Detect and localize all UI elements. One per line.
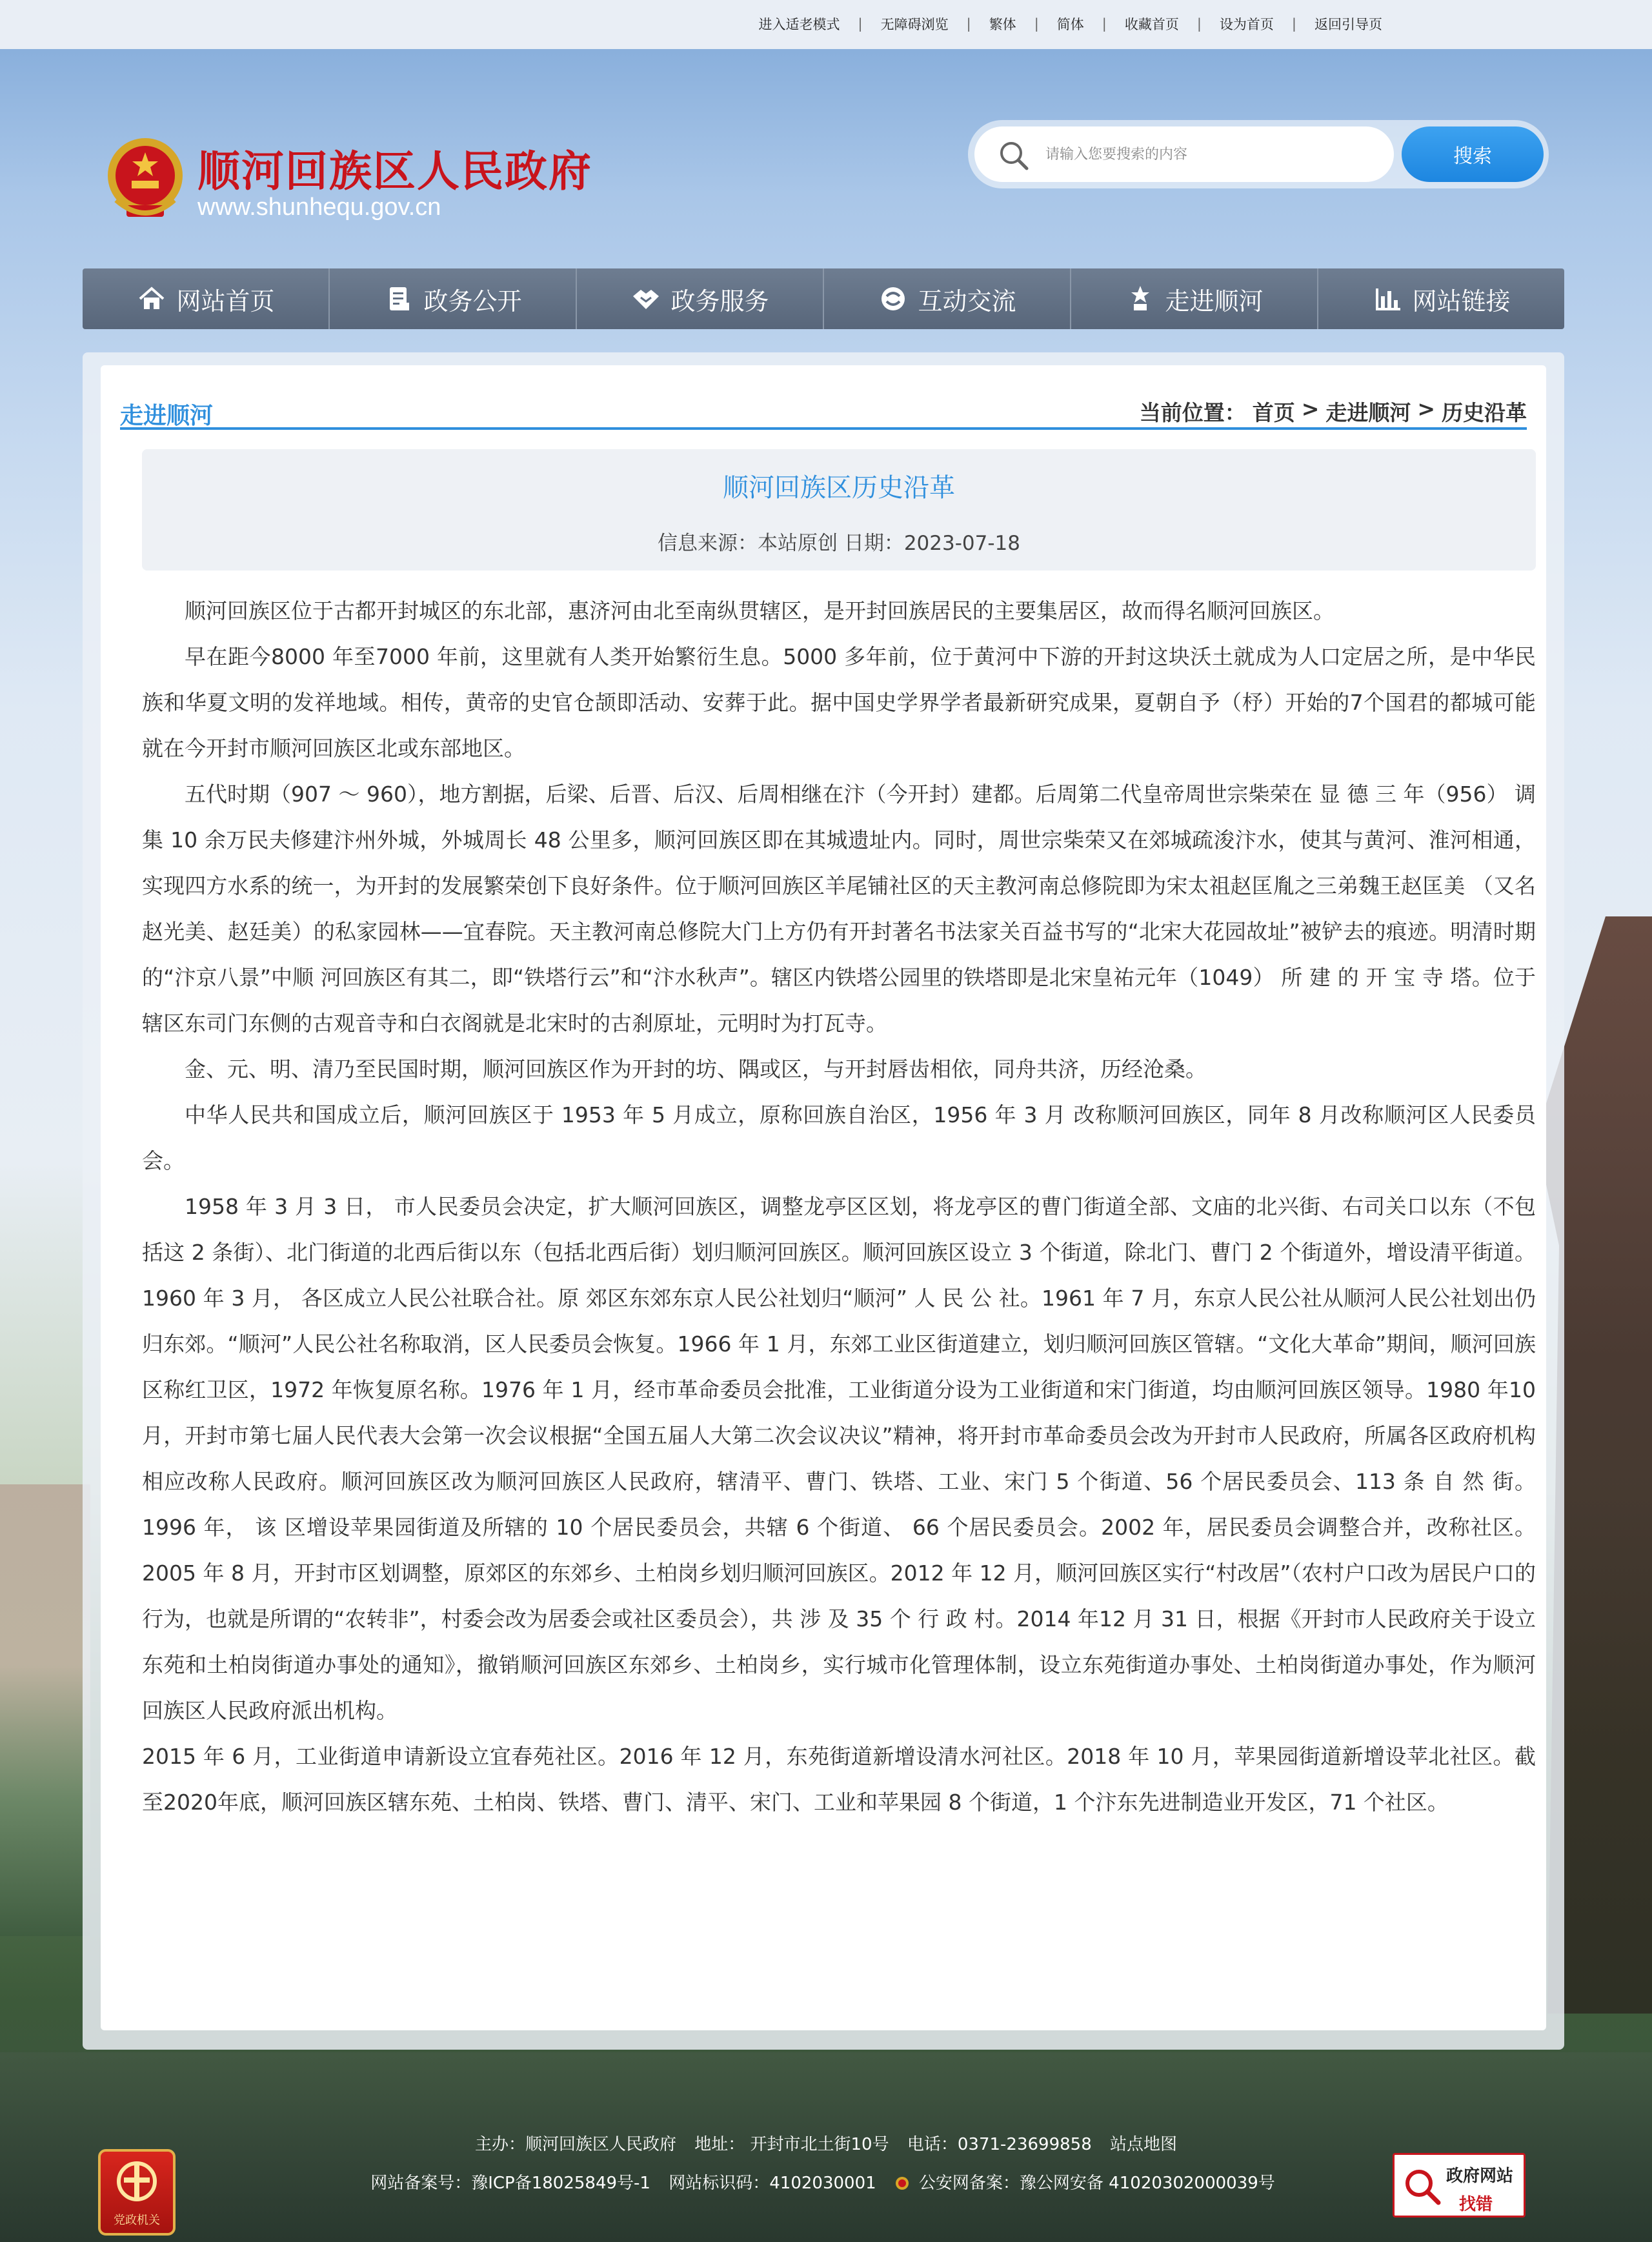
home-icon bbox=[136, 283, 167, 314]
footer-site-id: 网站标识码：4102030001 bbox=[669, 2174, 876, 2193]
simplified-chinese-link[interactable]: 简体 bbox=[1056, 17, 1084, 32]
topbar-separator: | bbox=[858, 16, 863, 32]
nav-item-links[interactable] bbox=[1318, 268, 1564, 329]
document-icon bbox=[383, 283, 414, 314]
article-paragraph: 1958 年 3 月 3 日， 市人民委员会决定，扩大顺河回族区，调整龙亭区区划，将龙亭区的曹门街道全部、文庙的北兴街、右司关口以东（不包括这 2 条街）、北门街道的北西后街以东（包括北西后街）划归顺河回族区。顺河回族区设立 3 个街道，除北门、曹门 2 个街道外，增设清平街道。1960 年 3 月， 各区成立人民公社联合社。原 郊区东郊东京人民公社划归“顺河” 人 民 公 社。1961 年 7 月，东京人民公社从顺河人民公社划出仍归东郊。“顺河”人民公社名称取消，区人民委员会恢复。1966 年 1 月，东郊工业区街道建立，划归顺河回族区管辖。“文化大革命”期间，顺河回族区称红卫区，1972 年恢复原名称。1976 年 1 月，经市革命委员会批准，工业街道分设为工业街道和宋门街道，均由顺河回族区领导。1980 年10 月，开封市第七届人民代表大会第一次会议根据“全国五届人大第二次会议决议”精神，将开封市革命委员会改为开封市人民政府，所属各区政府机构相应改称人民政府。顺河回族区改为顺河回族区人民政府，辖清平、曹门、铁塔、工业、宋门 5 个街道、56 个居民委员会、113 条 自 然 街。1996 年， 该 区增设苹果园街道及所辖的 10 个居民委员会，共辖 6 个街道、 66 个居民委员会。2002 年，居民委员会调整合并，改称社区。2005 年 8 月，开封市区划调整，原郊区的东郊乡、土柏岗乡划归顺河回族区。2012 年 12 月，顺河回族区实行“村改居”（农村户口改为居民户口的行为，也就是所谓的“农转非”，村委会改为居委会或社区委员会），共 涉 及 35 个 行 政 村。2014 年12 月 31 日，根据《开封市人民政府关于设立东苑和土柏岗街道办事处的通知》，撤销顺河回族区东郊乡、土柏岗乡，实行城市化管理体制，设立东苑街道办事处、土柏岗街道办事处，作为顺河回族区人民政府派出机构。 bbox=[142, 1194, 1536, 1723]
section-header bbox=[120, 385, 1527, 430]
article-header bbox=[142, 449, 1536, 571]
nav-item-gov-services[interactable] bbox=[577, 268, 824, 329]
landmark-icon bbox=[1125, 283, 1156, 314]
topbar-separator: | bbox=[966, 16, 971, 32]
police-badge-icon bbox=[894, 2176, 910, 2191]
topbar-separator: | bbox=[1291, 16, 1296, 32]
section-title[interactable]: 走进顺河 bbox=[120, 403, 214, 429]
gov-site-error-report[interactable] bbox=[1393, 2153, 1526, 2217]
nav-item-label: 网站链接 bbox=[1412, 287, 1511, 316]
handshake-icon bbox=[630, 283, 661, 314]
article-paragraph: 五代时期（907 ～ 960），地方割据，后梁、后晋、后汉、后周相继在汴（今开封）建都。后周第二代皇帝周世宗柴荣在 显 德 三 年（956） 调集 10 余万民夫修建汴州外城，外城周长 48 公里多，顺河回族区即在其城遗址内。同时，周世宗柴荣又在郊城疏浚汴水，使其与黄河、淮河相通，实现四方水系的统一，为开封的发展繁荣创下良好条件。位于顺河回族区羊尾铺社区的天主教河南总修院即为宋太祖赵匡胤之三弟魏王赵匡美 （又名赵光美、赵廷美）的私家园林——宜春院。天主教河南总修院大门上方仍有开封著名书法家关百益书写的“北宋大花园故址”被铲去的痕迹。明清时期的“汴京八景”中顺 河回族区有其二，即“铁塔行云”和“汴水秋声”。辖区内铁塔公园里的铁塔即是北宋皇祐元年（1049） 所 建 的 开 宝 寺 塔。位于辖区东司门东侧的古观音寺和白衣阁就是北宋时的古刹原址，元明时为打瓦寺。 bbox=[142, 782, 1536, 1036]
footer-icp[interactable]: 网站备案号：豫ICP备18025849号-1 bbox=[370, 2174, 650, 2193]
main-nav bbox=[83, 268, 1564, 329]
national-emblem-icon[interactable] bbox=[103, 136, 187, 226]
nav-item-label: 走进顺河 bbox=[1165, 287, 1264, 316]
topbar-links bbox=[741, 14, 1400, 34]
bookmark-link[interactable]: 收藏首页 bbox=[1124, 17, 1179, 32]
article-paragraph: 早在距今8000 年至7000 年前，这里就有人类开始繁衍生息。5000 多年前，位于黄河中下游的开封这块沃土就成为人口定居之所，是中华民族和华夏文明的发祥地域。相传，黄帝的史官仓颉即活动、安葬于此。据中国史学界学者最新研究成果，夏朝自予（杼）开始的7个国君的都城可能就在今开封市顺河回族区北或东部地区。 bbox=[142, 644, 1536, 761]
breadcrumb-separator: > bbox=[1417, 396, 1435, 421]
article-paragraph: 2015 年 6 月，工业街道申请新设立宜春苑社区。2016 年 12 月，东苑街道新增设清水河社区。2018 年 10 月，苹果园街道新增设苹北社区。截至2020年底，顺河回族区辖东苑、土柏岗、铁塔、曹门、清平、宋门、工业和苹果园 8 个街道，1 个汴东先进制造业开发区，71 个社区。 bbox=[142, 1744, 1536, 1815]
article-title: 顺河回族区历史沿革 bbox=[723, 473, 955, 503]
footer-sitemap-link[interactable]: 站点地图 bbox=[1110, 2135, 1178, 2154]
site-domain: www.shunhequ.gov.cn bbox=[197, 194, 441, 221]
breadcrumb bbox=[1140, 396, 1527, 427]
footer-host: 主办：顺河回族区人民政府 bbox=[474, 2135, 676, 2154]
gov-error-line2: 找错 bbox=[1459, 2195, 1493, 2214]
top-utility-bar bbox=[0, 0, 1652, 49]
nav-item-home[interactable] bbox=[83, 268, 330, 329]
nav-item-label: 政务公开 bbox=[423, 287, 522, 316]
set-homepage-link[interactable]: 设为首页 bbox=[1219, 17, 1274, 32]
nav-item-about-shunhe[interactable] bbox=[1071, 268, 1318, 329]
topbar-separator: | bbox=[1196, 16, 1202, 32]
article-paragraph: 金、元、明、清乃至民国时期，顺河回族区作为开封的坊、隅或区，与开封唇齿相依，同舟共济，历经沧桑。 bbox=[185, 1056, 1207, 1082]
search-bar bbox=[968, 120, 1549, 188]
search-input-box bbox=[974, 126, 1394, 182]
traditional-chinese-link[interactable]: 繁体 bbox=[989, 17, 1016, 32]
content-panel bbox=[101, 365, 1546, 2030]
nav-item-gov-affairs[interactable] bbox=[330, 268, 577, 329]
nav-item-label: 网站首页 bbox=[176, 287, 275, 316]
nav-item-label: 互动交流 bbox=[918, 287, 1016, 316]
chat-icon bbox=[878, 283, 909, 314]
nav-item-interaction[interactable] bbox=[824, 268, 1071, 329]
breadcrumb-about-shunhe[interactable]: 走进顺河 bbox=[1325, 400, 1411, 425]
topbar-separator: | bbox=[1102, 16, 1107, 32]
search-input[interactable] bbox=[1045, 139, 1381, 169]
footer-police-text: 公安网备案：豫公网安备 41020302000039号 bbox=[918, 2174, 1275, 2193]
breadcrumb-separator: > bbox=[1301, 396, 1320, 421]
breadcrumb-home[interactable]: 首页 bbox=[1252, 400, 1295, 425]
accessibility-link[interactable]: 无障碍浏览 bbox=[880, 17, 949, 32]
breadcrumb-history[interactable]: 历史沿革 bbox=[1442, 400, 1527, 425]
party-badge-label: 党政机关 bbox=[114, 2214, 160, 2227]
chart-bars-icon bbox=[1372, 283, 1403, 314]
footer-address: 地址： 开封市北土街10号 bbox=[694, 2135, 889, 2154]
search-button[interactable]: 搜索 bbox=[1402, 126, 1544, 182]
search-icon bbox=[998, 139, 1030, 172]
background-buildings bbox=[0, 1484, 90, 1936]
footer-phone: 电话：0371-23699858 bbox=[907, 2135, 1092, 2154]
site-title[interactable]: 顺河回族区人民政府 bbox=[197, 146, 592, 196]
nav-item-label: 政务服务 bbox=[670, 287, 769, 316]
article-paragraph: 顺河回族区位于古都开封城区的东北部，惠济河由北至南纵贯辖区，是开封回族居民的主要集居区，故而得名顺河回族区。 bbox=[185, 598, 1335, 623]
article-body bbox=[142, 588, 1536, 1825]
magnifier-icon bbox=[1402, 2166, 1442, 2207]
elderly-mode-link[interactable]: 进入适老模式 bbox=[758, 17, 840, 32]
back-to-guide-link[interactable]: 返回引导页 bbox=[1315, 17, 1382, 32]
article-paragraph: 中华人民共和国成立后，顺河回族区于 1953 年 5 月成立，原称回族自治区，1956 年 3 月 改称顺河回族区，同年 8 月改称顺河区人民委员会。 bbox=[142, 1102, 1536, 1173]
topbar-separator: | bbox=[1034, 16, 1039, 32]
article-meta: 信息来源：本站原创 日期：2023-07-18 bbox=[657, 532, 1020, 555]
footer-line-1 bbox=[0, 2131, 1652, 2155]
footer-police-record[interactable] bbox=[894, 2174, 1282, 2193]
content-panel-frame bbox=[83, 352, 1564, 2050]
gov-error-line1: 政府网站 bbox=[1446, 2166, 1514, 2186]
breadcrumb-prefix: 当前位置： bbox=[1139, 400, 1246, 425]
